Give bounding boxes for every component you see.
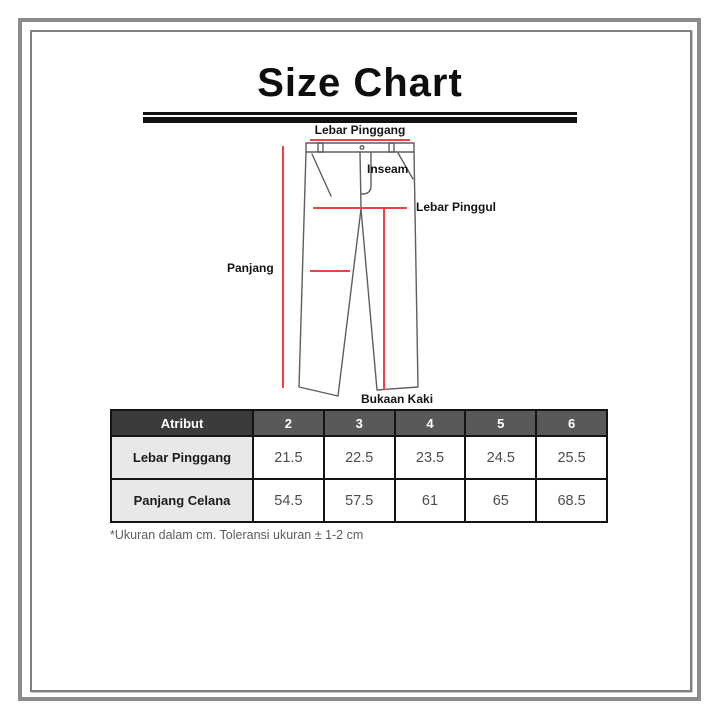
leg-opening-label: Bukaan Kaki (361, 392, 434, 406)
table-header-size-5: 5 (465, 410, 536, 436)
table-value-cell: 61 (395, 479, 466, 522)
inseam-label: Inseam (367, 162, 409, 176)
size-table (110, 409, 608, 523)
table-header-size-3: 3 (324, 410, 395, 436)
table-value-cell: 65 (465, 479, 536, 522)
size-tolerance-footnote: *Ukuran dalam cm. Toleransi ukuran ± 1-2 cm (110, 528, 364, 542)
title-divider (143, 112, 577, 123)
divider-thin-line (143, 112, 577, 115)
table-value-cell: 24.5 (465, 436, 536, 479)
table-value-cell: 21.5 (253, 436, 324, 479)
table-value-cell: 54.5 (253, 479, 324, 522)
table-header-size-6: 6 (536, 410, 607, 436)
table-value-cell: 57.5 (324, 479, 395, 522)
hip-width-label: Lebar Pinggul (416, 200, 497, 214)
table-header-attribute: Atribut (111, 410, 253, 436)
table-header-size-4: 4 (395, 410, 466, 436)
table-row-label: Lebar Pinggang (111, 436, 253, 479)
table-value-cell: 25.5 (536, 436, 607, 479)
waist-width-label: Lebar Pinggang (314, 123, 406, 137)
length-label: Panjang (227, 261, 274, 275)
table-value-cell: 22.5 (324, 436, 395, 479)
table-row-waist (111, 436, 607, 479)
table-header-row (111, 410, 607, 436)
table-value-cell: 68.5 (536, 479, 607, 522)
table-row-label: Panjang Celana (111, 479, 253, 522)
page-title: Size Chart (257, 61, 463, 105)
table-value-cell: 23.5 (395, 436, 466, 479)
table-header-size-2: 2 (253, 410, 324, 436)
table-row-length (111, 479, 607, 522)
